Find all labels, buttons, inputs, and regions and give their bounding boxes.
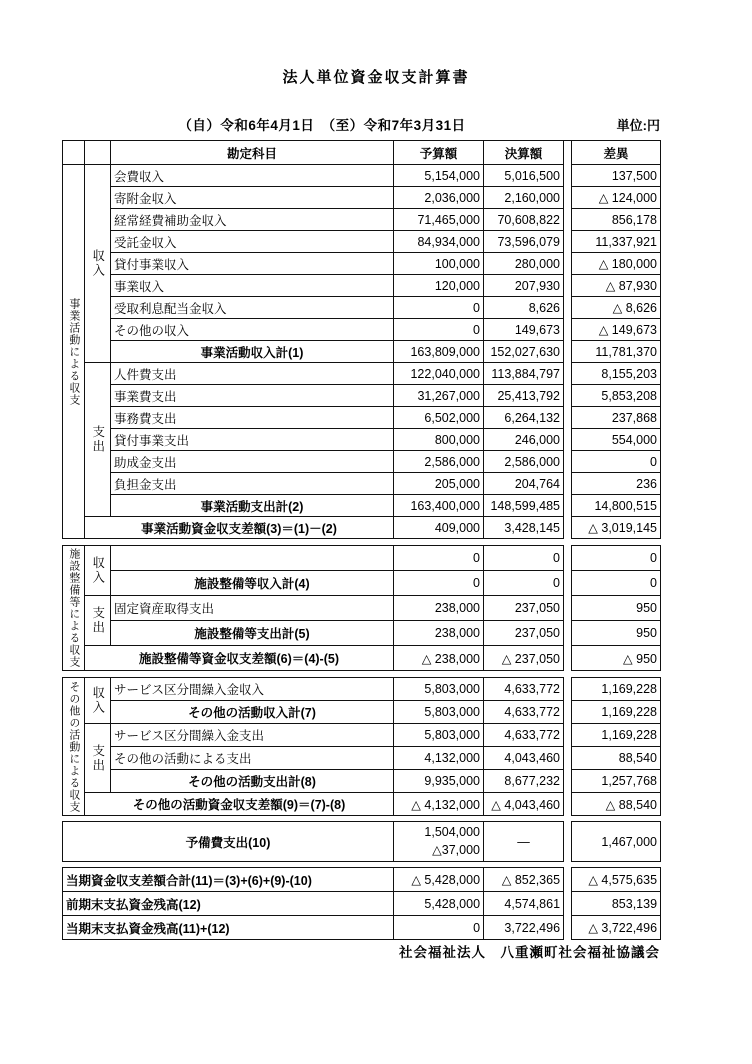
table-row [63, 747, 661, 770]
table-row [63, 275, 661, 297]
diff-value: 0 [572, 546, 661, 571]
balance-row [63, 793, 661, 816]
diff-value: △ 4,575,635 [572, 868, 661, 892]
header-account: 勘定科目 [111, 141, 394, 165]
grand-total-label: 前期末支払資金残高(12) [63, 892, 394, 916]
actual-value: 8,626 [484, 297, 564, 319]
diff-value: 1,467,000 [572, 822, 661, 862]
budget-value: 9,935,000 [394, 770, 484, 793]
budget-value: 6,502,000 [394, 407, 484, 429]
diff-value: 5,853,208 [572, 385, 661, 407]
actual-value: 237,050 [484, 596, 564, 621]
reserve-row [63, 822, 661, 862]
balance-row [63, 646, 661, 671]
account-label: 貸付事業支出 [111, 429, 394, 451]
grand-total-table [62, 867, 661, 940]
grand-total-label: 当期末支払資金残高(11)+(12) [63, 916, 394, 940]
diff-value: 11,781,370 [572, 341, 661, 363]
unit-label: 単位:円 [616, 118, 660, 133]
reserve-budget-line1: 1,504,000 [424, 825, 480, 839]
diff-value: 950 [572, 621, 661, 646]
budget-value: 163,400,000 [394, 495, 484, 517]
header-empty-section [63, 141, 85, 165]
spacer-cell [564, 319, 572, 341]
table-row [63, 385, 661, 407]
account-label: 人件費支出 [111, 363, 394, 385]
actual-value: 3,428,145 [484, 517, 564, 539]
account-label: サービス区分間繰入金支出 [111, 724, 394, 747]
budget-value: 163,809,000 [394, 341, 484, 363]
header-budget: 予算額 [394, 141, 484, 165]
actual-value: 148,599,485 [484, 495, 564, 517]
spacer-cell [564, 621, 572, 646]
budget-value: △ 4,132,000 [394, 793, 484, 816]
actual-value: 4,043,460 [484, 747, 564, 770]
table-row [63, 209, 661, 231]
diff-value: △ 3,019,145 [572, 517, 661, 539]
spacer-cell [564, 429, 572, 451]
grand-total-row [63, 892, 661, 916]
actual-value: 152,027,630 [484, 341, 564, 363]
account-label: 貸付事業収入 [111, 253, 394, 275]
spacer-cell [564, 363, 572, 385]
header-actual: 決算額 [484, 141, 564, 165]
diff-value: △ 180,000 [572, 253, 661, 275]
table-row [63, 429, 661, 451]
diff-value: △ 950 [572, 646, 661, 671]
account-label: 会費収入 [111, 165, 394, 187]
total-label: その他の活動支出計(8) [111, 770, 394, 793]
total-label: 事業活動支出計(2) [111, 495, 394, 517]
group-label-expense: 支出 [85, 724, 111, 793]
section-table-operating [62, 140, 661, 539]
actual-value: ― [484, 822, 564, 862]
spacer-cell [564, 253, 572, 275]
diff-value: 1,169,228 [572, 701, 661, 724]
diff-value: 11,337,921 [572, 231, 661, 253]
actual-value: 149,673 [484, 319, 564, 341]
account-label: 寄附金収入 [111, 187, 394, 209]
actual-value: 0 [484, 546, 564, 571]
budget-value: 0 [394, 571, 484, 596]
actual-value: 25,413,792 [484, 385, 564, 407]
spacer-cell [564, 473, 572, 495]
spacer-cell [564, 596, 572, 621]
diff-value: △ 8,626 [572, 297, 661, 319]
diff-value: 0 [572, 451, 661, 473]
total-row [63, 571, 661, 596]
budget-value: △ 5,428,000 [394, 868, 484, 892]
table-row [63, 165, 661, 187]
diff-value: 554,000 [572, 429, 661, 451]
actual-value: △ 237,050 [484, 646, 564, 671]
actual-value: 237,050 [484, 621, 564, 646]
actual-value: 280,000 [484, 253, 564, 275]
spacer-cell [564, 297, 572, 319]
actual-value: 70,608,822 [484, 209, 564, 231]
actual-value: 4,633,772 [484, 701, 564, 724]
actual-value: 2,160,000 [484, 187, 564, 209]
actual-value: 2,586,000 [484, 451, 564, 473]
spacer-cell [564, 451, 572, 473]
spacer-cell [564, 341, 572, 363]
account-label: 事業収入 [111, 275, 394, 297]
balance-label: 事業活動資金収支差額(3)＝(1)－(2) [85, 517, 394, 539]
spacer-cell [564, 385, 572, 407]
spacer-cell [564, 822, 572, 862]
budget-value: 2,586,000 [394, 451, 484, 473]
budget-value: 205,000 [394, 473, 484, 495]
table-row [63, 407, 661, 429]
budget-value: △ 238,000 [394, 646, 484, 671]
spacer-cell [564, 141, 572, 165]
budget-value: 5,803,000 [394, 678, 484, 701]
actual-value: 4,633,772 [484, 724, 564, 747]
total-label: 事業活動収入計(1) [111, 341, 394, 363]
diff-value: △ 149,673 [572, 319, 661, 341]
spacer-cell [564, 165, 572, 187]
total-row [63, 341, 661, 363]
actual-value: 246,000 [484, 429, 564, 451]
table-header-row [63, 141, 661, 165]
account-label: 負担金支出 [111, 473, 394, 495]
budget-value: 71,465,000 [394, 209, 484, 231]
table-row [63, 297, 661, 319]
spacer-cell [564, 646, 572, 671]
total-row [63, 770, 661, 793]
reserve-row-table [62, 821, 661, 862]
account-label: その他の収入 [111, 319, 394, 341]
account-label: サービス区分間繰入金収入 [111, 678, 394, 701]
total-row [63, 495, 661, 517]
diff-value: 1,257,768 [572, 770, 661, 793]
actual-value: 3,722,496 [484, 916, 564, 940]
spacer-cell [564, 495, 572, 517]
table-row [63, 363, 661, 385]
budget-value: 2,036,000 [394, 187, 484, 209]
grand-total-row [63, 868, 661, 892]
total-label: 施設整備等支出計(5) [111, 621, 394, 646]
account-label: その他の活動による支出 [111, 747, 394, 770]
section-label-facility: 施設整備等による収支 [63, 546, 85, 671]
actual-value: △ 852,365 [484, 868, 564, 892]
budget-value: 800,000 [394, 429, 484, 451]
account-label: 事務費支出 [111, 407, 394, 429]
total-label: その他の活動収入計(7) [111, 701, 394, 724]
spacer-cell [564, 916, 572, 940]
table-row [63, 724, 661, 747]
actual-value: △ 4,043,460 [484, 793, 564, 816]
organization-name: 社会福祉法人 八重瀬町社会福祉協議会 [399, 945, 660, 960]
spacer-cell [564, 407, 572, 429]
group-label-income: 収入 [85, 678, 111, 724]
section-table-other [62, 677, 661, 816]
diff-value: 88,540 [572, 747, 661, 770]
budget-value: 238,000 [394, 596, 484, 621]
spacer-cell [564, 678, 572, 701]
actual-value: 4,574,861 [484, 892, 564, 916]
account-label: 固定資産取得支出 [111, 596, 394, 621]
account-label: 助成金支出 [111, 451, 394, 473]
spacer-cell [564, 868, 572, 892]
diff-value: 8,155,203 [572, 363, 661, 385]
actual-value: 113,884,797 [484, 363, 564, 385]
budget-value: 5,428,000 [394, 892, 484, 916]
spacer-cell [564, 209, 572, 231]
spacer-cell [564, 187, 572, 209]
balance-label: 施設整備等資金収支差額(6)＝(4)-(5) [85, 646, 394, 671]
account-label: 受取利息配当金収入 [111, 297, 394, 319]
spacer-cell [564, 275, 572, 297]
table-row [63, 253, 661, 275]
actual-value: 8,677,232 [484, 770, 564, 793]
header-diff: 差異 [572, 141, 661, 165]
budget-value: 0 [394, 546, 484, 571]
group-label-expense: 支出 [85, 596, 111, 646]
spacer-cell [564, 546, 572, 571]
actual-value: 4,633,772 [484, 678, 564, 701]
fiscal-period: （自）令和6年4月1日 （至）令和7年3月31日 [178, 118, 466, 133]
diff-value: 853,139 [572, 892, 661, 916]
budget-value: 122,040,000 [394, 363, 484, 385]
actual-value: 6,264,132 [484, 407, 564, 429]
budget-value: 31,267,000 [394, 385, 484, 407]
budget-value [394, 822, 484, 862]
grand-total-row [63, 916, 661, 940]
table-row [63, 451, 661, 473]
spacer-cell [564, 793, 572, 816]
group-label-expense: 支出 [85, 363, 111, 517]
table-row [63, 678, 661, 701]
section-label-operating: 事業活動による収支 [63, 165, 85, 539]
table-row [63, 231, 661, 253]
budget-value: 409,000 [394, 517, 484, 539]
actual-value: 0 [484, 571, 564, 596]
spacer-cell [564, 517, 572, 539]
diff-value: 856,178 [572, 209, 661, 231]
account-label: 事業費支出 [111, 385, 394, 407]
header-empty-group [85, 141, 111, 165]
budget-value: 4,132,000 [394, 747, 484, 770]
diff-value: 0 [572, 571, 661, 596]
group-label-income: 収入 [85, 165, 111, 363]
total-label: 施設整備等収入計(4) [111, 571, 394, 596]
page-title: 法人単位資金収支計算書 [282, 69, 470, 86]
section-table-facility [62, 545, 661, 671]
actual-value: 73,596,079 [484, 231, 564, 253]
spacer-cell [564, 701, 572, 724]
balance-label: その他の活動資金収支差額(9)＝(7)-(8) [85, 793, 394, 816]
diff-value: △ 3,722,496 [572, 916, 661, 940]
diff-value: 1,169,228 [572, 678, 661, 701]
spacer-cell [564, 747, 572, 770]
diff-value: 14,800,515 [572, 495, 661, 517]
diff-value: △ 124,000 [572, 187, 661, 209]
budget-value: 5,154,000 [394, 165, 484, 187]
table-row [63, 596, 661, 621]
actual-value: 207,930 [484, 275, 564, 297]
spacer-cell [564, 892, 572, 916]
account-label [111, 546, 394, 571]
group-label-income: 収入 [85, 546, 111, 596]
spacer-cell [564, 770, 572, 793]
budget-value: 5,803,000 [394, 701, 484, 724]
diff-value: 1,169,228 [572, 724, 661, 747]
account-label: 経常経費補助金収入 [111, 209, 394, 231]
total-row [63, 621, 661, 646]
diff-value: 950 [572, 596, 661, 621]
actual-value: 5,016,500 [484, 165, 564, 187]
account-label: 受託金収入 [111, 231, 394, 253]
total-row [63, 701, 661, 724]
spacer-cell [564, 231, 572, 253]
diff-value: 236 [572, 473, 661, 495]
budget-value: 100,000 [394, 253, 484, 275]
budget-value: 84,934,000 [394, 231, 484, 253]
diff-value: △ 88,540 [572, 793, 661, 816]
spacer-cell [564, 724, 572, 747]
budget-value: 0 [394, 319, 484, 341]
diff-value: 237,868 [572, 407, 661, 429]
section-label-other: その他の活動による収支 [63, 678, 85, 816]
reserve-budget-line2: △37,000 [432, 842, 480, 857]
budget-value: 5,803,000 [394, 724, 484, 747]
budget-value: 0 [394, 916, 484, 940]
budget-value: 0 [394, 297, 484, 319]
reserve-label: 予備費支出(10) [63, 822, 394, 862]
spacer-cell [564, 571, 572, 596]
table-row [63, 546, 661, 571]
budget-value: 238,000 [394, 621, 484, 646]
diff-value: 137,500 [572, 165, 661, 187]
budget-value: 120,000 [394, 275, 484, 297]
balance-row [63, 517, 661, 539]
table-row [63, 187, 661, 209]
diff-value: △ 87,930 [572, 275, 661, 297]
grand-total-label: 当期資金収支差額合計(11)＝(3)+(6)+(9)-(10) [63, 868, 394, 892]
actual-value: 204,764 [484, 473, 564, 495]
table-row [63, 319, 661, 341]
table-row [63, 473, 661, 495]
